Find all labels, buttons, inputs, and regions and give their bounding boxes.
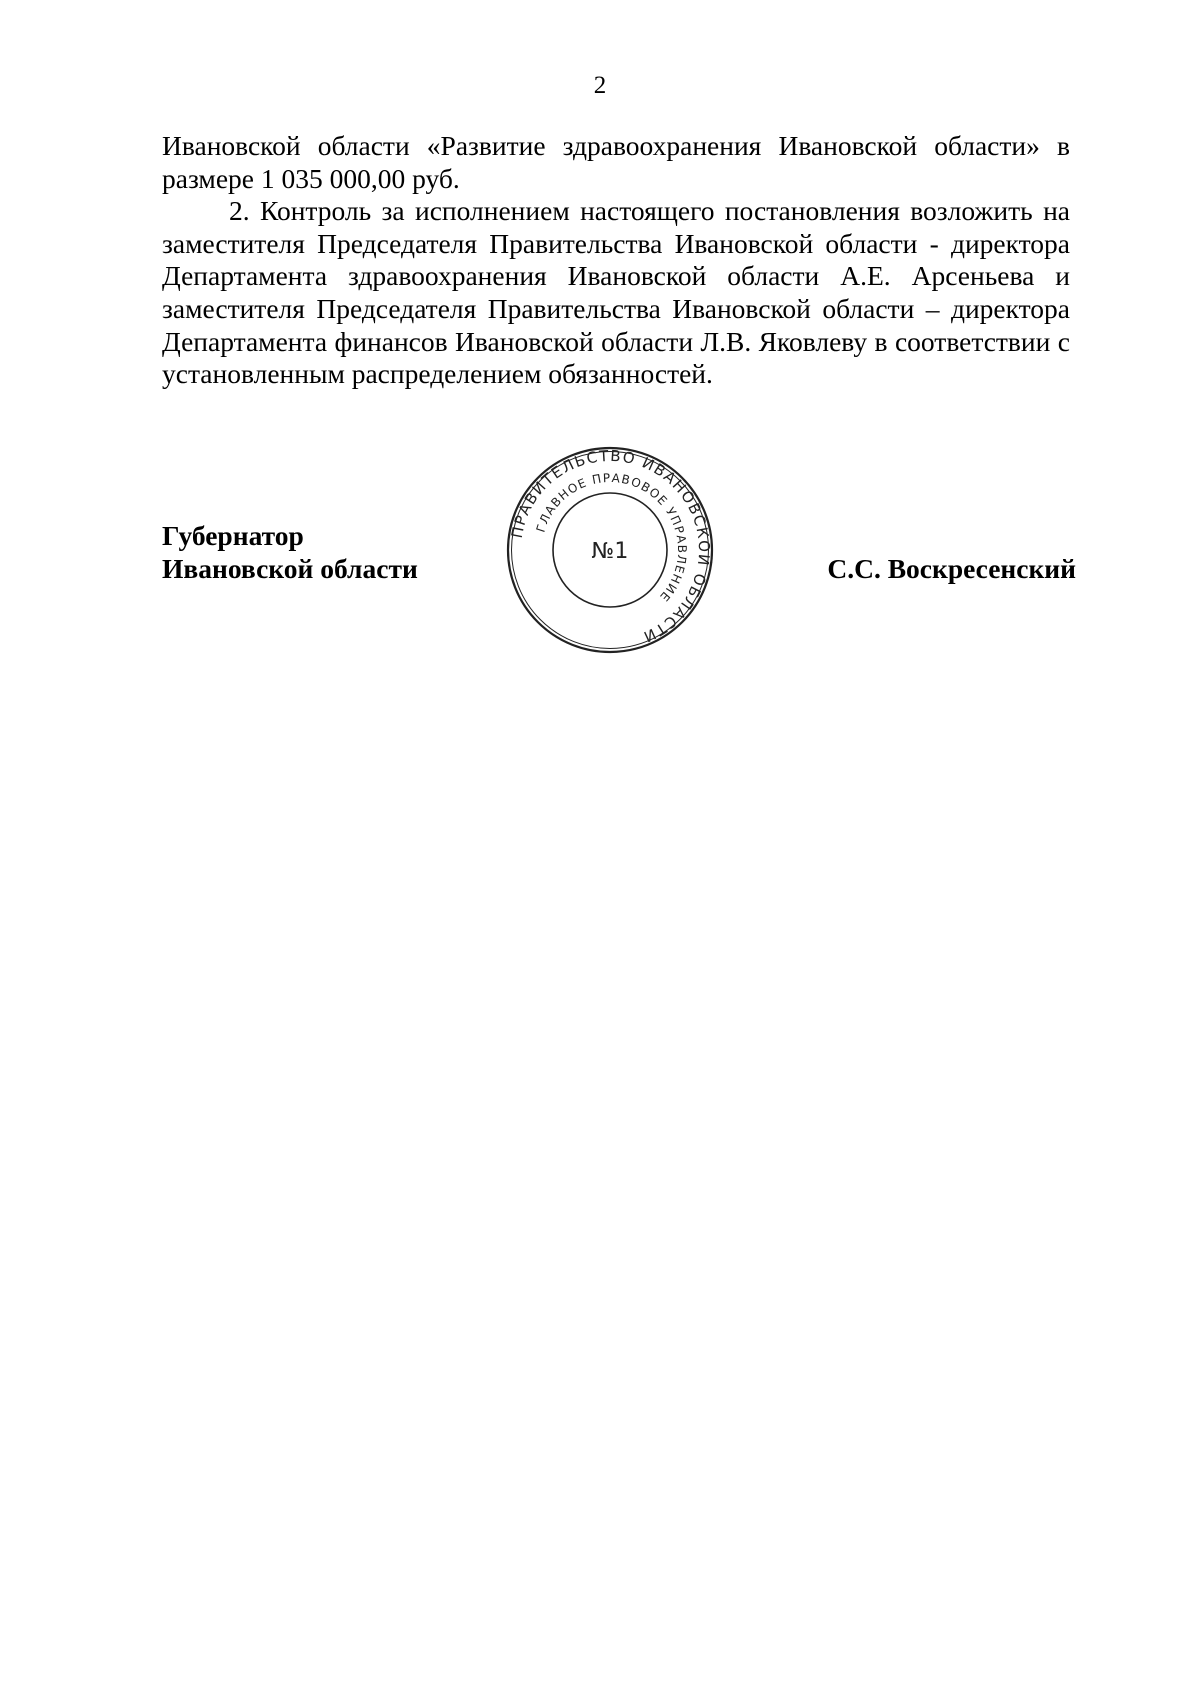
document-body [162, 130, 1070, 391]
seal-outer-text: ПРАВИТЕЛЬСТВО ИВАНОВСКОЙ ОБЛАСТИ [507, 446, 714, 647]
signature-name: С.С. Воскресенский [827, 553, 1076, 584]
official-seal [505, 445, 715, 655]
page-number: 2 [593, 72, 607, 99]
paragraph-continuation: Ивановской области «Развитие здравоохранения Ивановской области» в размере 1 035 000,00 руб. [162, 130, 1070, 194]
seal-center-number: №1 [591, 539, 629, 564]
signature-title-line1: Губернатор [162, 520, 304, 551]
signature-title-line2: Ивановской области [162, 552, 418, 584]
paragraph-item-2: 2. Контроль за исполнением настоящего постановления возложить на заместителя Председателя Правительства Ивановской области - директора Департамента здравоохранения Ивановской области А.Е. Арсеньева и заместителя Председателя Правительства Ивановской области – директора Департамента финансов Ивановской области Л.В. Яковлеву в соответствии с установленным распределением обязанностей. [162, 195, 1070, 390]
seal-inner-text: ГЛАВНОЕ ПРАВОВОЕ УПРАВЛЕНИЕ [533, 470, 690, 605]
signature-title [162, 520, 418, 585]
